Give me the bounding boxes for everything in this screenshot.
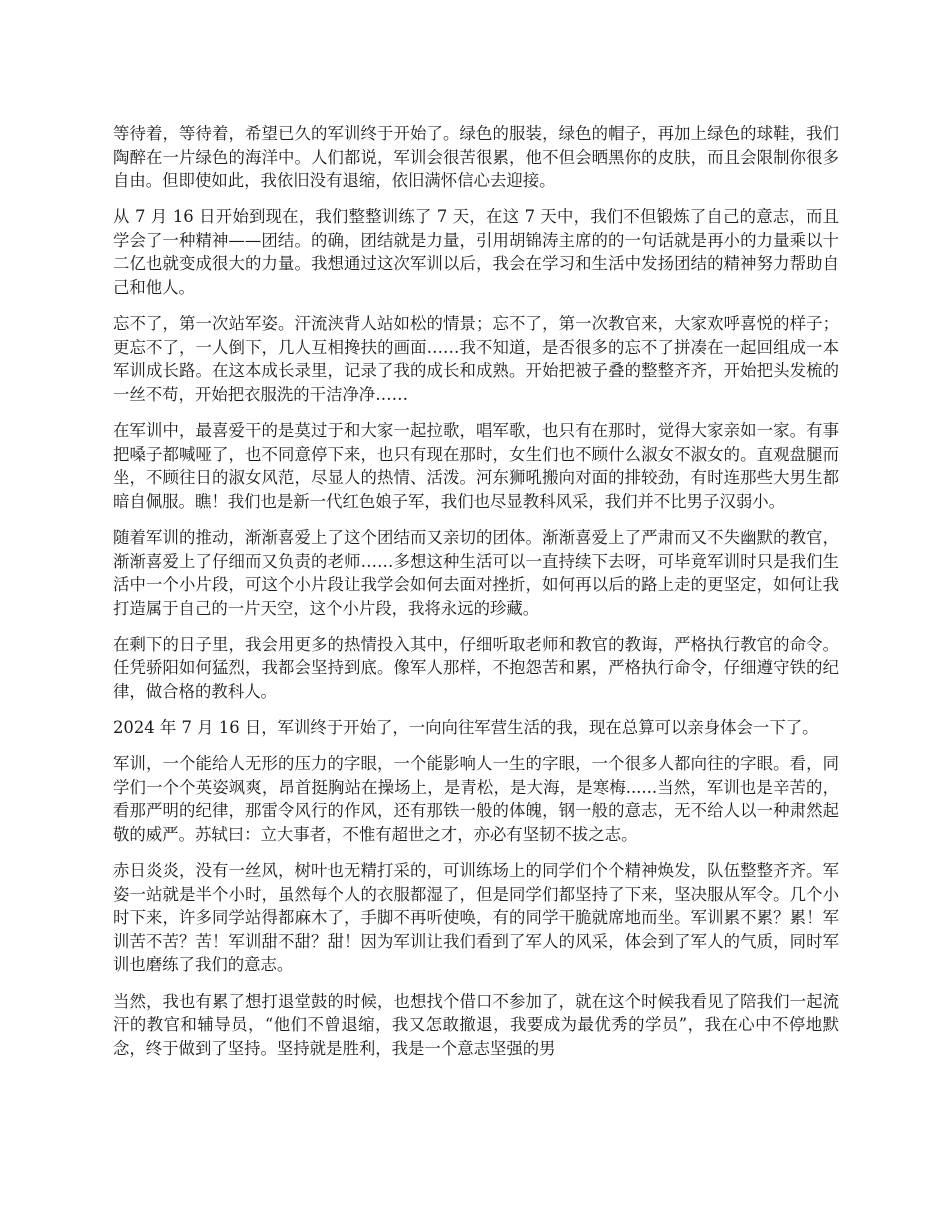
document-body: [113, 122, 839, 1073]
paragraph: 2024 年 7 月 16 日，军训终于开始了，一向向往军营生活的我，现在总算可以亲身体会一下了。: [113, 718, 819, 738]
paragraph: 赤日炎炎，没有一丝风，树叶也无精打采的，可训练场上的同学们个个精神焕发，队伍整整齐齐。军姿一站就是半个小时，虽然每个人的衣服都湿了，但是同学们都坚持了下来，坚决服从军令。几个小时下来，许多同学站得都麻木了，手脚不再听使唤，有的同学干脆就席地而坐。军训累不累？累！军训苦不苦？苦！军训甜不甜？甜！因为军训让我们看到了军人的风采，体会到了军人的气质，同时军训也磨练了我们的意志。: [113, 861, 839, 975]
paragraph: 随着军训的推动，渐渐喜爱上了这个团结而又亲切的团体。渐渐喜爱上了严肃而又不失幽默的教官，渐渐喜爱上了仔细而又负责的老师……多想这种生活可以一直持续下去呀，可毕竟军训时只是我们生活中一个小片段，可这个小片段让我学会如何去面对挫折，如何再以后的路上走的更坚定，如何让我打造属于自己的一片天空，这个小片段，我将永远的珍藏。: [113, 527, 839, 618]
paragraph: 等待着，等待着，希望已久的军训终于开始了。绿色的服装，绿色的帽子，再加上绿色的球鞋，我们陶醉在一片绿色的海洋中。人们都说，军训会很苦很累，他不但会晒黑你的皮肤，而且会限制你很多自由。但即使如此，我依旧没有退缩，依旧满怀信心去迎接。: [113, 124, 839, 191]
paragraph: 在剩下的日子里，我会用更多的热情投入其中，仔细听取老师和教官的教诲，严格执行教官的命令。任凭骄阳如何猛烈，我都会坚持到底。像军人那样，不抱怨苦和累，严格执行命令，仔细遵守铁的纪律，做合格的教科人。: [113, 634, 839, 701]
paragraph: 忘不了，第一次站军姿。汗流浃背人站如松的情景；忘不了，第一次教官来，大家欢呼喜悦的样子；更忘不了，一人倒下，几人互相搀扶的画面……我不知道，是否很多的忘不了拼凑在一起回组成一本军训成长路。在这本成长录里，记录了我的成长和成熟。开始把被子叠的整整齐齐，开始把头发梳的一丝不苟，开始把衣服洗的干洁净净……: [113, 314, 839, 404]
paragraph: 从 7 月 16 日开始到现在，我们整整训练了 7 天，在这 7 天中，我们不但锻炼了自己的意志，而且学会了一种精神——团结。的确，团结就是力量，引用胡锦涛主席的的一句话就是再小的力量乘以十二亿也就变成很大的力量。我想通过这次军训以后，我会在学习和生活中发扬团结的精神努力帮助自己和他人。: [113, 207, 839, 298]
paragraph: 当然，我也有累了想打退堂鼓的时候，也想找个借口不参加了，就在这个时候我看见了陪我们一起流汗的教官和辅导员，“他们不曾退缩，我又怎敢撤退，我要成为最优秀的学员”，我在心中不停地默念，终于做到了坚持。坚持就是胜利，我是一个意志坚强的男: [113, 991, 839, 1058]
paragraph: 在军训中，最喜爱干的是莫过于和大家一起拉歌，唱军歌，也只有在那时，觉得大家亲如一家。有事把嗓子都喊哑了，也不同意停下来，也只有现在那时，女生们也不顾什么淑女不淑女的。直观盘腿而坐，不顾往日的淑女风范，尽显人的热情、活泼。河东狮吼搬向对面的排较劲，有时连那些大男生都暗自佩服。瞧！我们也是新一代红色娘子军，我们也尽显教科风采，我们并不比男子汉弱小。: [113, 421, 839, 511]
paragraph: 军训，一个能给人无形的压力的字眼，一个能影响人一生的字眼，一个很多人都向往的字眼。看，同学们一个个英姿飒爽，昂首挺胸站在操场上，是青松，是大海，是寒梅......当然，军训也是辛苦的，看那严明的纪律，那雷令风行的作风，还有那铁一般的体魄，钢一般的意志，无不给人以一种肃然起敬的威严。苏轼曰：立大事者，不惟有超世之才，亦必有坚韧不拔之志。: [113, 754, 839, 844]
